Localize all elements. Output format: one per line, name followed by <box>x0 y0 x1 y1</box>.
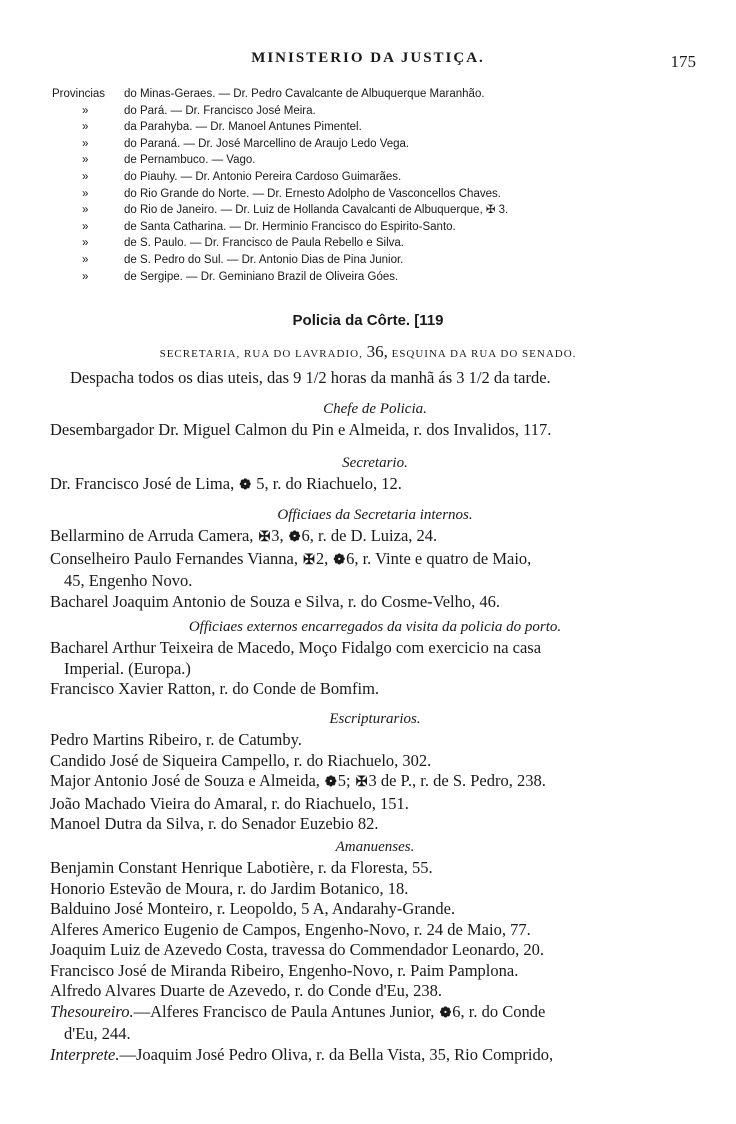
address-number: 36, <box>366 342 388 361</box>
heading-chefe: Chefe de Policia. <box>323 401 427 417</box>
thesoureiro-line <box>50 1002 700 1025</box>
provincia-text: de Santa Catharina. — Dr. Herminio Francisco do Espirito-Santo. <box>124 220 456 233</box>
address-suffix: ESQUINA DA RUA DO SENADO. <box>391 348 577 360</box>
escripturarios-line-4: João Machado Vieira do Amaral, r. do Riachuelo, 151. <box>50 793 409 813</box>
provincia-text: de Sergipe. — Dr. Geminiano Brazil de Oliveira Góes. <box>124 270 399 283</box>
externos-line-1-cont: Imperial. (Europa.) <box>64 658 191 678</box>
provincia-row <box>52 119 712 136</box>
internos-2-name: Conselheiro Paulo Fernandes Vianna, <box>50 548 298 568</box>
amanuenses-line-7: Alfredo Alvares Duarte de Azevedo, r. do Conde d'Eu, 238. <box>50 981 442 1000</box>
office-hours: Despacha todos os dias uteis, das 9 1/2 horas da manhã ás 3 1/2 da tarde. <box>70 368 551 387</box>
provincia-lead: » <box>82 154 89 167</box>
provincia-text: do Rio de Janeiro. — Dr. Luiz de Hollanda Cavalcanti de Albuquerque, ✠ 3. <box>124 204 509 217</box>
provincia-row <box>52 252 712 269</box>
heading-secretario: Secretario. <box>342 455 408 471</box>
interprete-text: —Joaquim José Pedro Oliva, r. da Bella Vista, 35, Rio Comprido, <box>119 1044 554 1064</box>
internos-line-1 <box>50 526 700 549</box>
cross-icon: ✠ <box>355 775 368 790</box>
provincia-text: do Rio Grande do Norte. — Dr. Ernesto Adolpho de Vasconcellos Chaves. <box>124 187 501 200</box>
rose-icon: ❁ <box>288 530 301 545</box>
secretaria-address <box>0 342 736 362</box>
provincia-lead: » <box>82 137 89 150</box>
amanuenses-line-4: Alferes Americo Eugenio de Campos, Engenho-Novo, r. 24 de Maio, 77. <box>50 919 531 939</box>
internos-1-rest: 6, r. de D. Luiza, 24. <box>301 526 438 545</box>
heading-externos: Officiaes externos encarregados da visita da policia do porto. <box>188 619 562 635</box>
running-title: MINISTERIO DA JUSTIÇA. <box>251 50 485 66</box>
amanuenses-line-3: Balduino José Monteiro, r. Leopoldo, 5 A, Andarahy-Grande. <box>50 899 456 918</box>
thesoureiro-line-cont: d'Eu, 244. <box>64 1024 131 1043</box>
page-header <box>0 44 736 74</box>
provincia-text: de S. Paulo. — Dr. Francisco de Paula Rebello e Silva. <box>124 237 404 250</box>
internos-1-cross-grade: 3, <box>271 526 284 545</box>
escripturarios-3-name: Major Antonio José de Souza e Almeida, <box>50 771 320 790</box>
provincia-lead: » <box>82 204 89 217</box>
provincias-list <box>52 86 712 285</box>
amanuenses-line-2: Honorio Estevão de Moura, r. do Jardim Botanico, 18. <box>50 878 409 898</box>
provincia-text: do Pará. — Dr. Francisco José Meira. <box>124 104 316 117</box>
internos-line-2-cont: 45, Engenho Novo. <box>64 571 193 590</box>
amanuenses-line-6: Francisco José de Miranda Ribeiro, Engenho-Novo, r. Paim Pamplona. <box>50 960 519 980</box>
heading-escripturarios: Escripturarios. <box>329 711 421 727</box>
provincia-lead: » <box>82 253 89 266</box>
provincia-text: de Pernambuco. — Vago. <box>124 154 256 167</box>
rose-icon: ❁ <box>439 1005 452 1021</box>
provincia-lead: » <box>82 121 89 134</box>
internos-line-2 <box>50 549 700 572</box>
thesoureiro-name: —Alferes Francisco de Paula Antunes Junior, <box>133 1001 435 1021</box>
provincia-row <box>52 202 712 219</box>
amanuenses-line-5: Joaquim Luiz de Azevedo Costa, travessa do Commendador Leonardo, 20. <box>50 940 544 959</box>
interprete-label: Interprete. <box>50 1044 120 1064</box>
secretario-line <box>50 474 700 497</box>
provincia-lead: » <box>82 270 89 283</box>
escripturarios-3-rose-grade: 5; <box>337 771 351 790</box>
provincia-text: da Parahyba. — Dr. Manoel Antunes Pimentel. <box>124 121 362 134</box>
provincia-row <box>52 219 712 236</box>
escripturarios-line-3 <box>50 771 700 794</box>
escripturarios-line-5: Manoel Dutra da Silva, r. do Senador Euzebio 82. <box>50 814 379 833</box>
heading-amanuenses: Amanuenses. <box>335 839 415 855</box>
internos-line-3: Bacharel Joaquim Antonio de Souza e Silva, r. do Cosme-Velho, 46. <box>50 591 501 611</box>
secretario-block <box>50 452 700 497</box>
secretario-name: Dr. Francisco José de Lima, <box>50 474 235 493</box>
rose-icon: ❁ <box>325 775 337 790</box>
internos-2-rest: 6, r. Vinte e quatro de Maio, <box>346 548 532 568</box>
provincia-row <box>52 235 712 252</box>
rose-icon: ❁ <box>239 478 252 493</box>
externos-block <box>50 616 700 700</box>
thesoureiro-label: Thesoureiro. <box>50 1001 134 1021</box>
amanuenses-block <box>50 836 700 1065</box>
provincia-row <box>52 136 712 153</box>
provincia-lead: » <box>82 220 89 233</box>
address-prefix: SECRETARIA, RUA DO LAVRADIO, <box>159 348 363 360</box>
escripturarios-block <box>50 708 700 835</box>
interprete-line <box>50 1045 700 1066</box>
provincia-lead: Provincias <box>52 88 106 100</box>
externos-line-1: Bacharel Arthur Teixeira de Macedo, Moço Fidalgo com exercicio na casa <box>50 638 542 657</box>
externos-line-2: Francisco Xavier Ratton, r. do Conde de Bomfim. <box>50 679 380 698</box>
provincia-row <box>52 86 712 103</box>
provincia-row <box>52 152 712 169</box>
rose-icon: ❁ <box>333 552 346 568</box>
provincia-lead: » <box>82 187 89 200</box>
provincia-text: de S. Pedro do Sul. — Dr. Antonio Dias de Pina Junior. <box>124 253 404 266</box>
internos-block <box>50 504 700 612</box>
heading-internos: Officiaes da Secretaria internos. <box>277 507 473 523</box>
provincia-text: do Paraná. — Dr. José Marcellino de Araujo Ledo Vega. <box>124 137 410 150</box>
provincia-lead: » <box>82 170 89 183</box>
provincia-row <box>52 169 712 186</box>
secretario-address: 5, r. do Riachuelo, 12. <box>256 474 402 493</box>
thesoureiro-address: 6, r. do Conde <box>452 1001 546 1021</box>
provincia-lead: » <box>82 237 89 250</box>
escripturarios-line-2: Candido José de Siqueira Campello, r. do Riachuelo, 302. <box>50 750 432 770</box>
amanuenses-line-1: Benjamin Constant Henrique Labotière, r. da Floresta, 55. <box>50 858 433 877</box>
chefe-block <box>50 398 700 441</box>
provincia-row <box>52 103 712 120</box>
escripturarios-3-rest: 3 de P., r. de S. Pedro, 238. <box>368 771 546 790</box>
page-number: 175 <box>670 52 696 71</box>
provincia-row <box>52 186 712 203</box>
provincia-text: do Piauhy. — Dr. Antonio Pereira Cardoso Guimarães. <box>124 170 402 183</box>
cross-icon: ✠ <box>303 552 315 568</box>
provincia-text: do Minas-Geraes. — Dr. Pedro Cavalcante de Albuquerque Maranhão. <box>124 88 485 100</box>
provincia-row <box>52 269 712 286</box>
section-title-policia: Policia da Côrte. [119 <box>292 312 444 329</box>
internos-1-name: Bellarmino de Arruda Camera, <box>50 526 254 545</box>
escripturarios-line-1: Pedro Martins Ribeiro, r. de Catumby. <box>50 730 302 749</box>
provincia-lead: » <box>82 104 89 117</box>
cross-icon: ✠ <box>258 530 271 545</box>
internos-2-cross-grade: 2, <box>315 548 329 568</box>
chefe-line: Desembargador Dr. Miguel Calmon du Pin e Almeida, r. dos Invalidos, 117. <box>50 420 552 439</box>
